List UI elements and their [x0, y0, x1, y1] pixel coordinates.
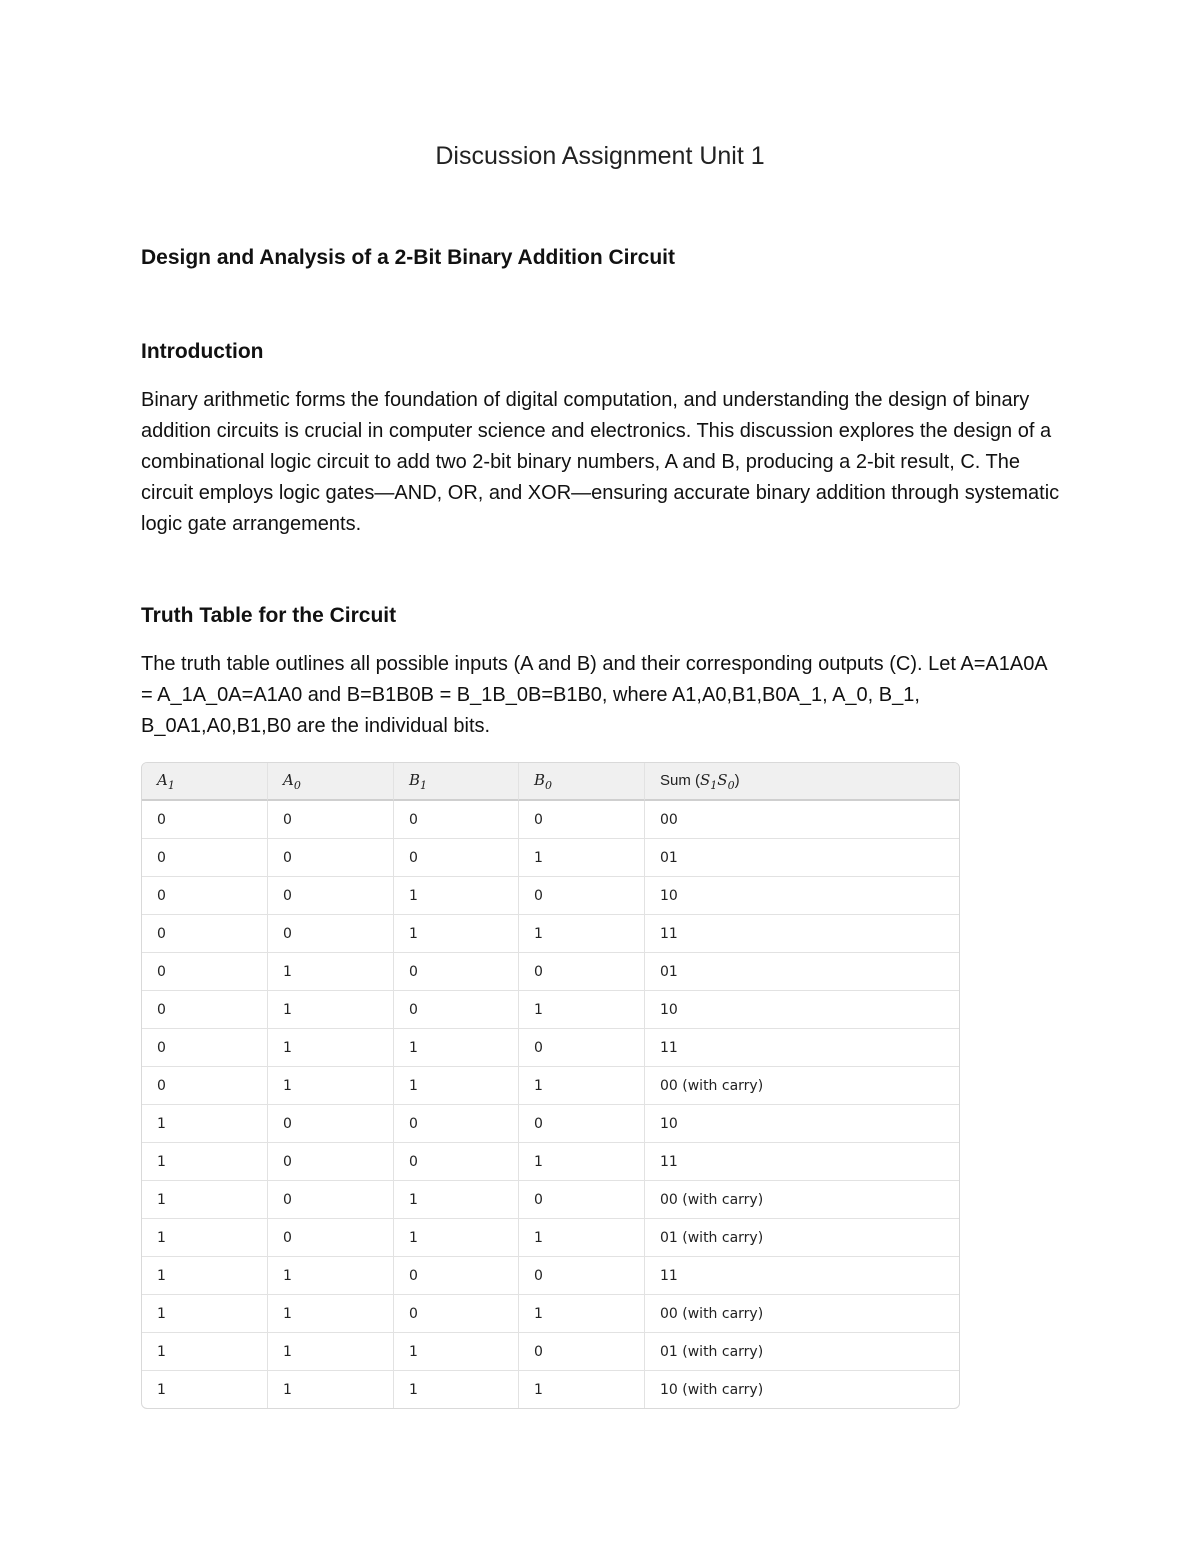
- cell-b1: 0: [393, 801, 518, 838]
- cell-a1: 1: [142, 1332, 267, 1370]
- cell-b0: 0: [518, 1332, 644, 1370]
- cell-sum: 00: [644, 801, 959, 838]
- cell-a0: 0: [267, 1142, 393, 1180]
- cell-sum: 01 (with carry): [644, 1218, 959, 1256]
- cell-b0: 1: [518, 1294, 644, 1332]
- table-row: [142, 876, 959, 914]
- cell-b1: 1: [393, 1332, 518, 1370]
- cell-b1: 1: [393, 876, 518, 914]
- cell-b0: 0: [518, 801, 644, 838]
- introduction-heading: Introduction: [141, 340, 264, 363]
- cell-b1: 1: [393, 1180, 518, 1218]
- cell-sum: 01 (with carry): [644, 1332, 959, 1370]
- table-row: [142, 1104, 959, 1142]
- cell-sum: 00 (with carry): [644, 1294, 959, 1332]
- cell-b0: 1: [518, 1142, 644, 1180]
- cell-sum: 11: [644, 1256, 959, 1294]
- table-row: [142, 1066, 959, 1104]
- cell-a1: 1: [142, 1180, 267, 1218]
- cell-a1: 0: [142, 1028, 267, 1066]
- cell-b1: 0: [393, 1142, 518, 1180]
- cell-b1: 1: [393, 1218, 518, 1256]
- cell-a1: 0: [142, 952, 267, 990]
- cell-b1: 1: [393, 1066, 518, 1104]
- cell-a0: 0: [267, 1104, 393, 1142]
- cell-b1: 1: [393, 1028, 518, 1066]
- cell-sum: 10 (with carry): [644, 1370, 959, 1408]
- document-heading: Design and Analysis of a 2-Bit Binary Addition Circuit: [141, 246, 676, 269]
- cell-a0: 0: [267, 1218, 393, 1256]
- header-a1: $A_1$: [142, 763, 267, 801]
- truth-table-heading: Truth Table for the Circuit: [141, 604, 397, 627]
- cell-b0: 0: [518, 1180, 644, 1218]
- cell-a0: 0: [267, 914, 393, 952]
- cell-a0: 1: [267, 1332, 393, 1370]
- cell-a0: 1: [267, 1256, 393, 1294]
- header-b0: $B_0$: [518, 763, 644, 801]
- cell-b0: 1: [518, 914, 644, 952]
- cell-a1: 1: [142, 1142, 267, 1180]
- table-row: [142, 1370, 959, 1408]
- cell-a1: 1: [142, 1370, 267, 1408]
- cell-b0: 1: [518, 838, 644, 876]
- cell-a1: 1: [142, 1256, 267, 1294]
- table-row: [142, 1180, 959, 1218]
- cell-b1: 0: [393, 1256, 518, 1294]
- cell-a0: 1: [267, 990, 393, 1028]
- cell-b1: 0: [393, 1294, 518, 1332]
- table-row: [142, 1218, 959, 1256]
- table-row: [142, 1294, 959, 1332]
- cell-a0: 1: [267, 1028, 393, 1066]
- cell-sum: 01: [644, 952, 959, 990]
- introduction-paragraph: Binary arithmetic forms the foundation of digital computation, and understanding the design of binary addition circuits is crucial in computer science and electronics. This discussion explores the design of a combinational logic circuit to add two 2-bit binary numbers, A and B, producing a 2-bit result, C. The circuit employs logic gates—AND, OR, and XOR—ensuring accurate binary addition through systematic logic gate arrangements.: [141, 389, 1060, 535]
- cell-a0: 1: [267, 1066, 393, 1104]
- cell-a0: 0: [267, 801, 393, 838]
- truth-table-body: [142, 801, 959, 1408]
- header-b1: $B_1$: [393, 763, 518, 801]
- table-row: [142, 1332, 959, 1370]
- cell-b0: 0: [518, 952, 644, 990]
- cell-a1: 1: [142, 1218, 267, 1256]
- truth-table: [141, 762, 960, 1409]
- cell-b0: 1: [518, 1370, 644, 1408]
- cell-sum: 00 (with carry): [644, 1180, 959, 1218]
- header-a0: $A_0$: [267, 763, 393, 801]
- table-row: [142, 952, 959, 990]
- cell-b1: 0: [393, 838, 518, 876]
- cell-b1: 0: [393, 1104, 518, 1142]
- cell-a1: 0: [142, 838, 267, 876]
- cell-a0: 1: [267, 1370, 393, 1408]
- cell-b0: 1: [518, 1066, 644, 1104]
- cell-sum: 01: [644, 838, 959, 876]
- cell-sum: 10: [644, 876, 959, 914]
- cell-b0: 0: [518, 1028, 644, 1066]
- cell-sum: 11: [644, 1142, 959, 1180]
- table-row: [142, 1028, 959, 1066]
- cell-a1: 0: [142, 876, 267, 914]
- cell-sum: 11: [644, 914, 959, 952]
- cell-a1: 0: [142, 990, 267, 1028]
- table-row: [142, 801, 959, 838]
- cell-sum: 00 (with carry): [644, 1066, 959, 1104]
- cell-b1: 0: [393, 952, 518, 990]
- cell-b1: 1: [393, 1370, 518, 1408]
- cell-a0: 0: [267, 838, 393, 876]
- header-sum: Sum $(S_1S_0)$: [644, 763, 959, 801]
- table-row: [142, 1256, 959, 1294]
- cell-b1: 0: [393, 990, 518, 1028]
- table-row: [142, 914, 959, 952]
- cell-a1: 0: [142, 914, 267, 952]
- cell-a0: 0: [267, 876, 393, 914]
- cell-a0: 0: [267, 1180, 393, 1218]
- cell-a1: 0: [157, 811, 166, 828]
- cell-b0: 1: [518, 990, 644, 1028]
- cell-a0: 1: [267, 1294, 393, 1332]
- cell-a1: 0: [142, 1066, 267, 1104]
- cell-a1: 1: [142, 1294, 267, 1332]
- cell-sum: 10: [644, 1104, 959, 1142]
- cell-b0: 0: [518, 1104, 644, 1142]
- cell-b1: 1: [393, 914, 518, 952]
- table-row: [142, 990, 959, 1028]
- page-title: Discussion Assignment Unit 1: [435, 142, 765, 170]
- table-row: [142, 1142, 959, 1180]
- cell-b0: 0: [518, 1256, 644, 1294]
- table-header-row: [142, 763, 959, 801]
- cell-a0: 1: [267, 952, 393, 990]
- table-row: [142, 838, 959, 876]
- cell-b0: 1: [518, 1218, 644, 1256]
- cell-sum: 10: [644, 990, 959, 1028]
- cell-b0: 0: [518, 876, 644, 914]
- cell-a1: 1: [142, 1104, 267, 1142]
- truth-table-paragraph: The truth table outlines all possible inputs (A and B) and their corresponding outputs (C). Let A=A1A0A = A_1A_0A=A1A0 and B=B1B0B = B_1B_0B=B1B0, where A1,A0,B1,B0A_1, A_0, B_1, B_0A1,A0,B1,B0 are the individual bits.: [141, 653, 1047, 737]
- cell-sum: 11: [644, 1028, 959, 1066]
